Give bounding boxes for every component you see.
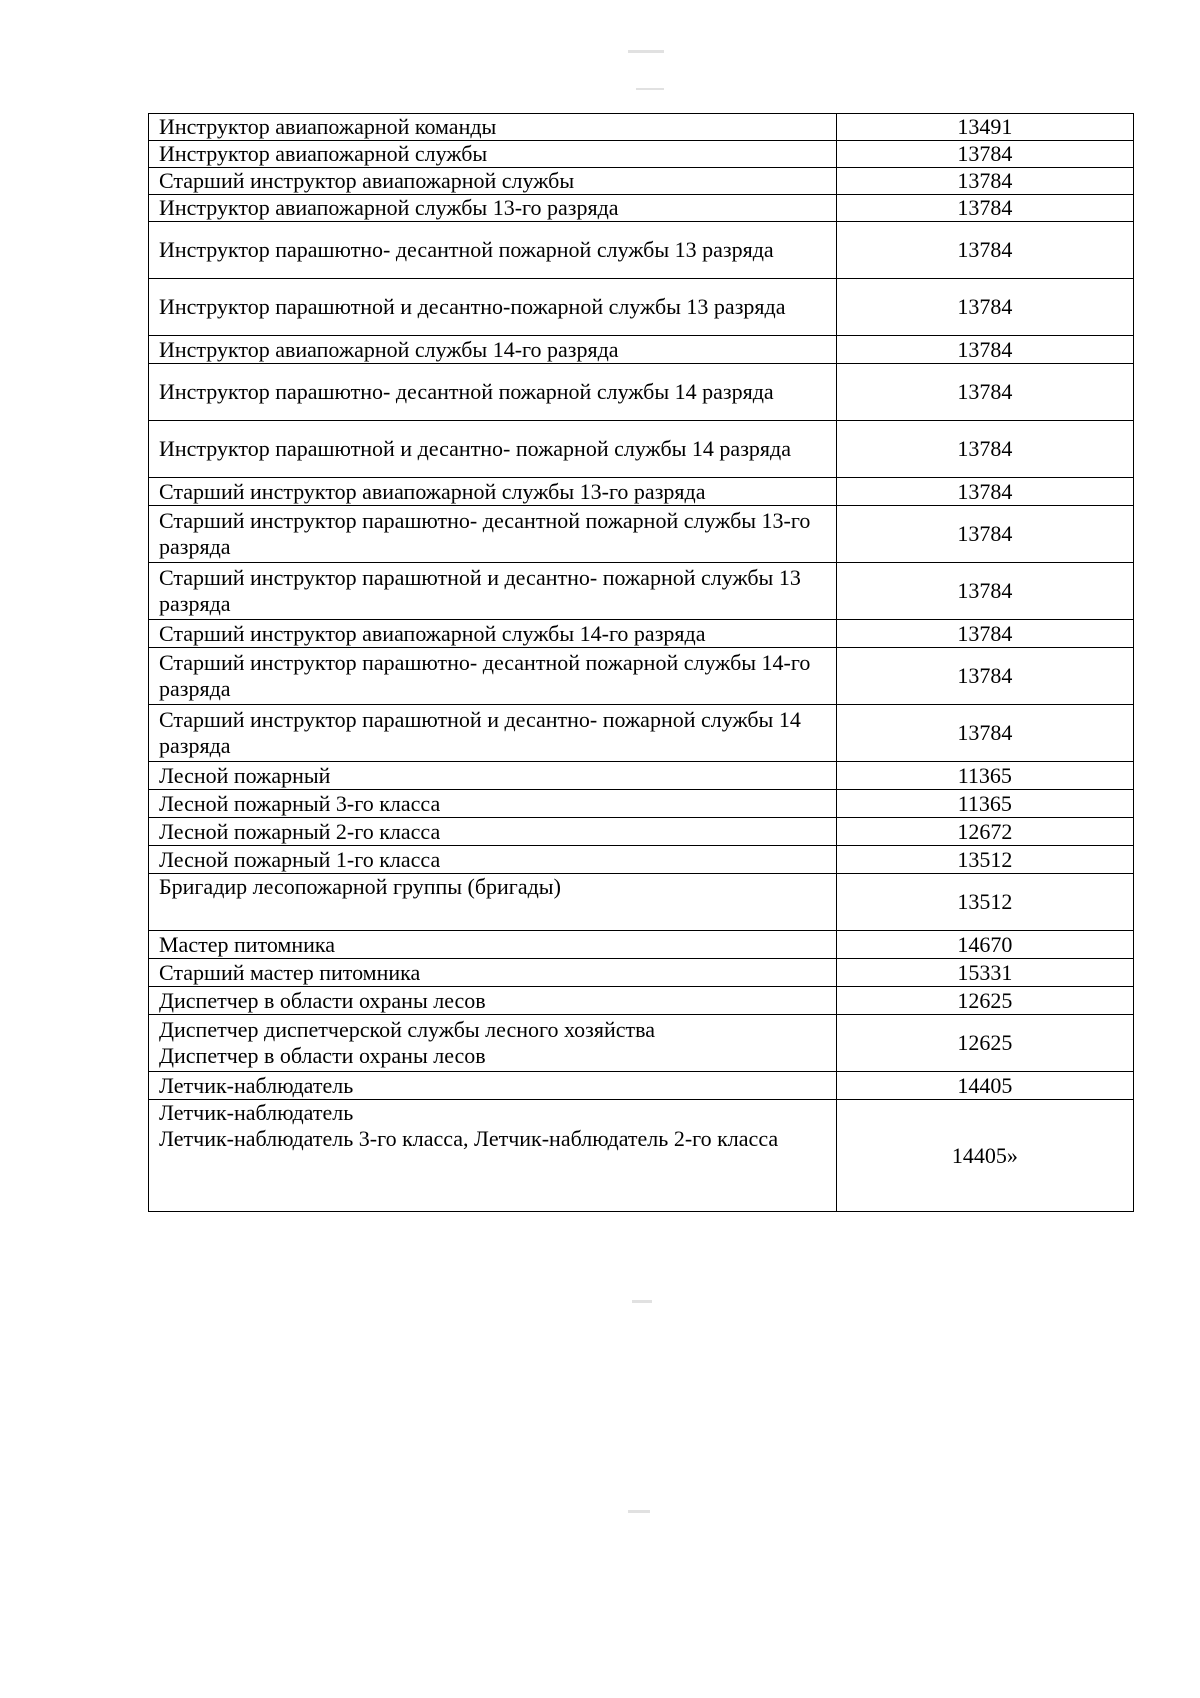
salary-value-cell: 11365: [836, 790, 1133, 818]
table-row: [149, 279, 1134, 336]
table-row: [149, 705, 1134, 762]
table-row: [149, 874, 1134, 931]
salary-value-cell: 13491: [836, 114, 1133, 141]
salary-value-cell: 12625: [836, 1015, 1133, 1072]
position-name-cell: Старший инструктор авиапожарной службы 14-го разряда: [149, 620, 837, 648]
position-name-cell: Лесной пожарный 3-го класса: [149, 790, 837, 818]
table-row: [149, 336, 1134, 364]
position-name-cell: Старший инструктор парашютно- десантной пожарной службы 14-го разряда: [149, 648, 837, 705]
salary-value-cell: 13784: [836, 620, 1133, 648]
salary-value-cell: 13784: [836, 478, 1133, 506]
table-row: [149, 762, 1134, 790]
position-name-cell: Мастер питомника: [149, 931, 837, 959]
salary-value-cell: 13784: [836, 168, 1133, 195]
table-row: [149, 931, 1134, 959]
scan-speck: [628, 50, 664, 53]
position-name-line: Диспетчер в области охраны лесов: [159, 1043, 486, 1068]
salary-value-cell: 11365: [836, 762, 1133, 790]
salary-value-cell: 12672: [836, 818, 1133, 846]
table-row: [149, 141, 1134, 168]
salary-value-cell: 13784: [836, 279, 1133, 336]
position-name-cell: Лесной пожарный 2-го класса: [149, 818, 837, 846]
table-row: [149, 478, 1134, 506]
table-row: [149, 168, 1134, 195]
scan-speck: [632, 1300, 652, 1303]
salary-value-cell: 13784: [836, 705, 1133, 762]
position-name-cell: Диспетчер в области охраны лесов: [149, 987, 837, 1015]
position-name-cell: Старший инструктор парашютно- десантной пожарной службы 13-го разряда: [149, 506, 837, 563]
position-name-cell: Инструктор парашютной и десантно- пожарной службы 14 разряда: [149, 421, 837, 478]
table-row: [149, 648, 1134, 705]
position-name-line: Диспетчер диспетчерской службы лесного хозяйства: [159, 1017, 655, 1042]
position-name-cell: Старший мастер питомника: [149, 959, 837, 987]
position-name-cell: Инструктор авиапожарной команды: [149, 114, 837, 141]
position-name-cell: Лесной пожарный 1-го класса: [149, 846, 837, 874]
salary-table: [148, 113, 1134, 1212]
salary-value-cell: 13784: [836, 421, 1133, 478]
table-row: [149, 818, 1134, 846]
position-name-cell: [149, 1015, 837, 1072]
salary-value-cell: 15331: [836, 959, 1133, 987]
table-row: [149, 1100, 1134, 1212]
table-row: [149, 1015, 1134, 1072]
table-row: [149, 222, 1134, 279]
position-name-cell: [149, 1100, 837, 1212]
position-name-cell: Бригадир лесопожарной группы (бригады): [149, 874, 837, 931]
position-name-cell: Старший инструктор парашютной и десантно- пожарной службы 13 разряда: [149, 563, 837, 620]
salary-value-cell: 13784: [836, 222, 1133, 279]
salary-value-cell: 13784: [836, 364, 1133, 421]
salary-value-cell: 13784: [836, 563, 1133, 620]
salary-value-cell: 13512: [836, 846, 1133, 874]
position-name-cell: Старший инструктор авиапожарной службы: [149, 168, 837, 195]
table-row: [149, 563, 1134, 620]
salary-value-cell: 13784: [836, 141, 1133, 168]
table-row: [149, 620, 1134, 648]
table-row: [149, 195, 1134, 222]
table-row: [149, 846, 1134, 874]
salary-value-cell: 12625: [836, 987, 1133, 1015]
scan-speck: [628, 1510, 650, 1513]
position-name-cell: Инструктор авиапожарной службы: [149, 141, 837, 168]
table-row: [149, 790, 1134, 818]
salary-value-cell: 14405»: [836, 1100, 1133, 1212]
position-name-cell: Старший инструктор парашютной и десантно- пожарной службы 14 разряда: [149, 705, 837, 762]
table-row: [149, 987, 1134, 1015]
scan-speck: [636, 88, 664, 90]
salary-value-cell: 13784: [836, 648, 1133, 705]
salary-value-cell: 13784: [836, 195, 1133, 222]
salary-value-cell: 14405: [836, 1072, 1133, 1100]
position-name-line: Летчик-наблюдатель 3-го класса, Летчик-наблюдатель 2-го класса: [159, 1126, 779, 1151]
salary-value-cell: 14670: [836, 931, 1133, 959]
position-name-cell: Инструктор авиапожарной службы 13-го разряда: [149, 195, 837, 222]
position-name-cell: Старший инструктор авиапожарной службы 13-го разряда: [149, 478, 837, 506]
position-name-cell: Инструктор парашютной и десантно-пожарной службы 13 разряда: [149, 279, 837, 336]
table-row: [149, 114, 1134, 141]
position-name-cell: Инструктор авиапожарной службы 14-го разряда: [149, 336, 837, 364]
salary-value-cell: 13784: [836, 336, 1133, 364]
position-name-cell: Летчик-наблюдатель: [149, 1072, 837, 1100]
table-row: [149, 1072, 1134, 1100]
position-name-line: Летчик-наблюдатель: [159, 1100, 354, 1125]
position-name-cell: Инструктор парашютно- десантной пожарной службы 13 разряда: [149, 222, 837, 279]
position-name-cell: Лесной пожарный: [149, 762, 837, 790]
table-row: [149, 421, 1134, 478]
table-row: [149, 506, 1134, 563]
salary-value-cell: 13512: [836, 874, 1133, 931]
table-row: [149, 364, 1134, 421]
table-row: [149, 959, 1134, 987]
position-name-cell: Инструктор парашютно- десантной пожарной службы 14 разряда: [149, 364, 837, 421]
salary-value-cell: 13784: [836, 506, 1133, 563]
